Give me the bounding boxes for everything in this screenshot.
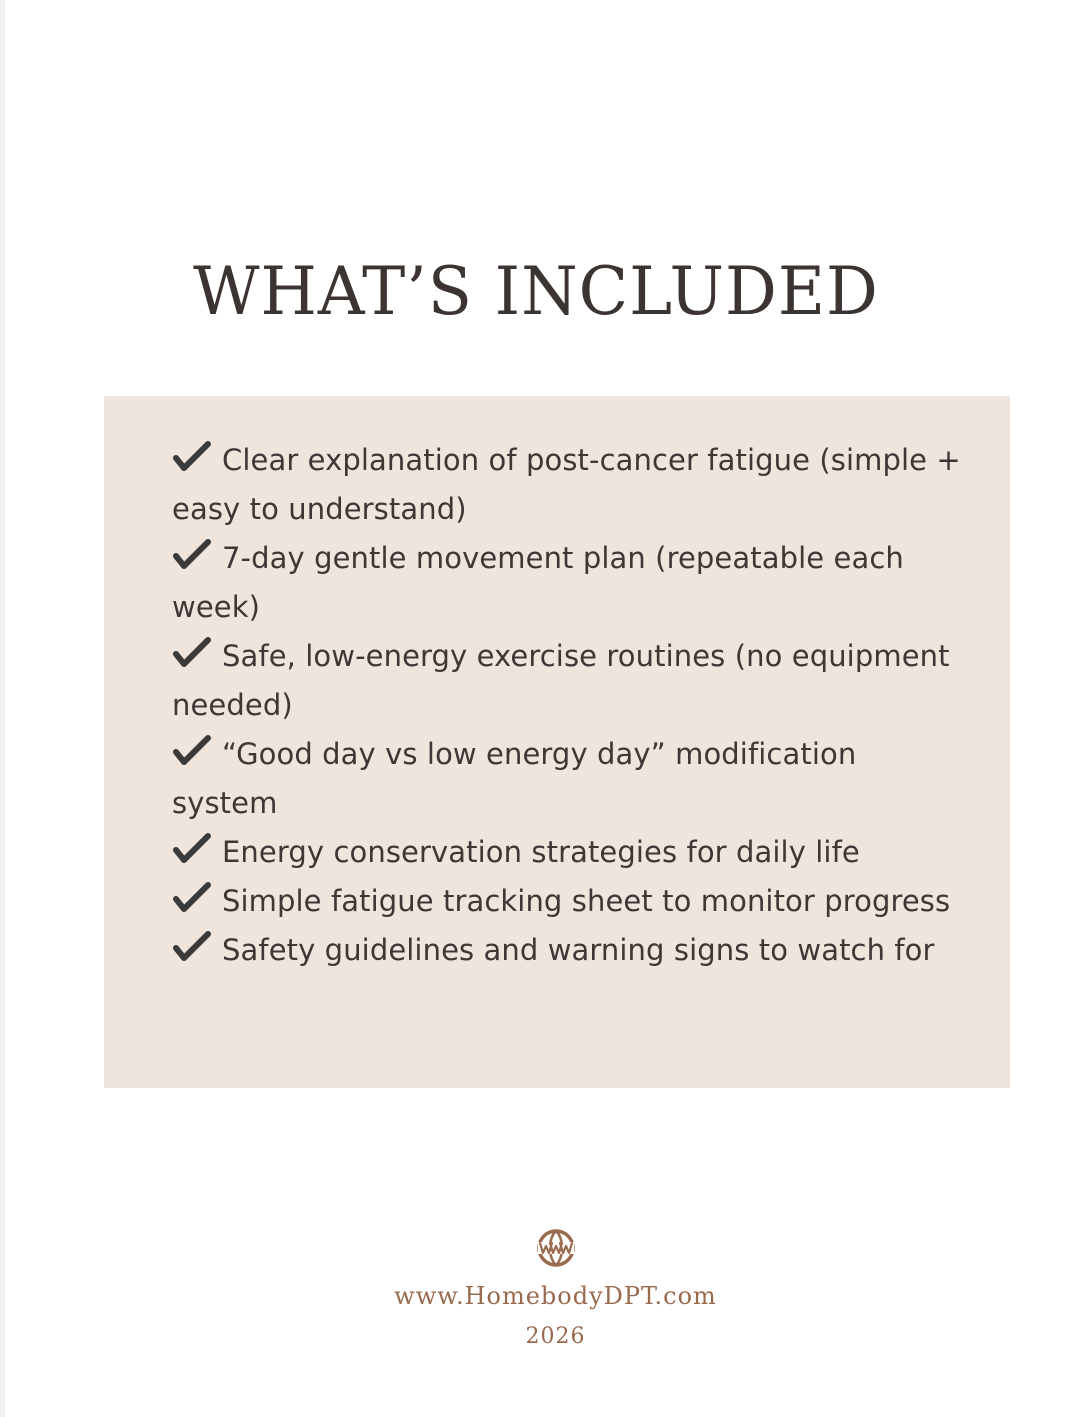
list-item bbox=[172, 632, 970, 730]
included-items-panel bbox=[104, 396, 1010, 1088]
footer bbox=[0, 1228, 1091, 1349]
check-mark-icon bbox=[172, 931, 212, 963]
list-item-text: Safety guidelines and warning signs to watch for bbox=[222, 933, 935, 967]
list-item-text: “Good day vs low energy day” modification system bbox=[172, 737, 857, 820]
list-item-text: 7-day gentle movement plan (repeatable each week) bbox=[172, 541, 904, 624]
list-item-text: Energy conservation strategies for daily life bbox=[222, 835, 860, 869]
list-item bbox=[172, 926, 970, 975]
website-link[interactable]: www.HomebodyDPT.com bbox=[394, 1282, 717, 1310]
page-title: WHAT’S INCLUDED bbox=[193, 253, 879, 330]
page-edge bbox=[0, 0, 5, 1417]
check-mark-icon bbox=[172, 882, 212, 914]
list-item-text: Simple fatigue tracking sheet to monitor progress bbox=[222, 884, 951, 918]
list-item bbox=[172, 877, 970, 926]
check-mark-icon bbox=[172, 539, 212, 571]
check-mark-icon bbox=[172, 637, 212, 669]
list-item bbox=[172, 730, 970, 828]
list-item bbox=[172, 828, 970, 877]
check-mark-icon bbox=[172, 441, 212, 473]
list-item-text: Safe, low-energy exercise routines (no equipment needed) bbox=[172, 639, 950, 722]
copyright-year: 2026 bbox=[525, 1324, 586, 1349]
check-mark-icon bbox=[172, 833, 212, 865]
list-item bbox=[172, 436, 970, 534]
list-item bbox=[172, 534, 970, 632]
list-item-text: Clear explanation of post-cancer fatigue (simple + easy to understand) bbox=[172, 443, 961, 526]
included-items-list bbox=[172, 436, 970, 975]
check-mark-icon bbox=[172, 735, 212, 767]
globe-www-icon bbox=[536, 1228, 576, 1268]
